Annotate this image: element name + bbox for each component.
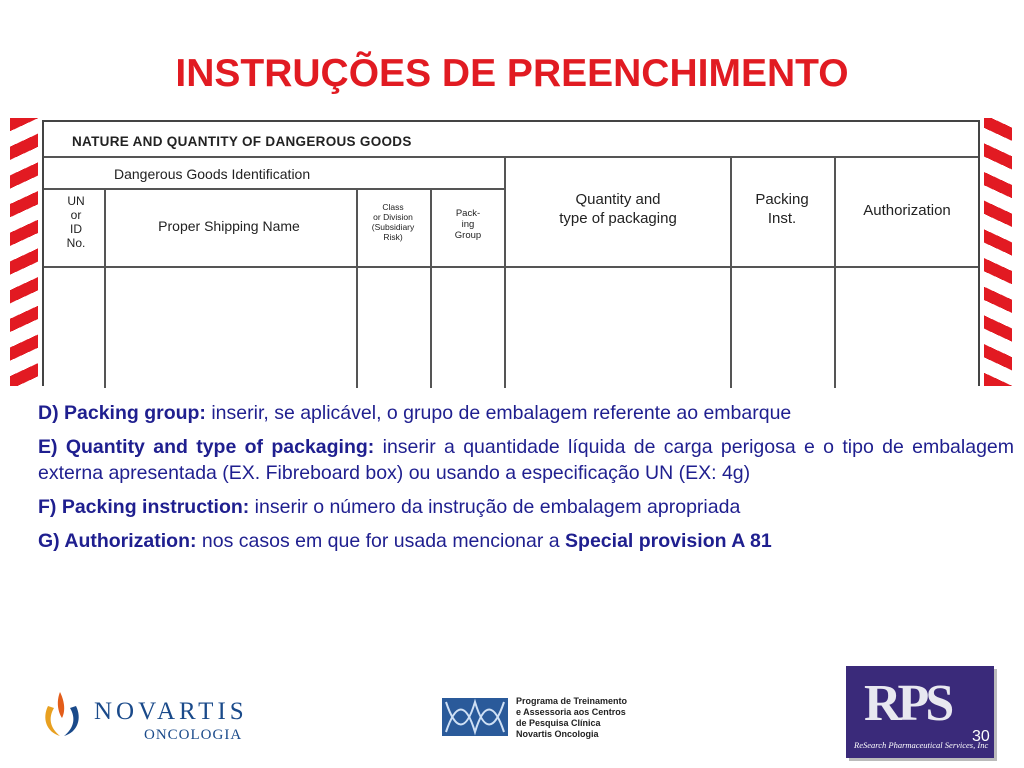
novartis-logo (40, 684, 280, 748)
column-authorization: Authorization (863, 202, 951, 219)
form-divider (44, 266, 978, 268)
program-text: Programa de Treinamento e Assessoria aos Centros de Pesquisa Clínica Novartis Oncologia (516, 696, 628, 739)
rps-subtitle: ReSearch Pharmaceutical Services, Inc (854, 740, 989, 750)
flame-icon (40, 688, 84, 740)
hazard-stripe-left (10, 118, 38, 386)
instructions (38, 400, 1014, 562)
form-divider (44, 188, 506, 190)
page-title: INSTRUÇÕES DE PREENCHIMENTO (175, 52, 849, 95)
column-class: Class or Division (Subsidiary Risk) (371, 202, 415, 242)
dangerous-goods-form (42, 120, 980, 386)
form-section-label: Dangerous Goods Identification (114, 166, 311, 182)
form-header: NATURE AND QUANTITY OF DANGEROUS GOODS (72, 134, 412, 149)
column-quantity: Quantity and type of packaging (559, 191, 677, 227)
novartis-subtitle: ONCOLOGIA (144, 727, 243, 743)
instruction-item: D) Packing group: inserir, se aplicável, o grupo de embalagem referente ao embarque (38, 402, 792, 424)
column-packing-group: Pack- ing Group (454, 208, 482, 241)
rps-wordmark: RPS (864, 675, 951, 732)
novartis-wordmark: NOVARTIS (94, 698, 248, 725)
form-divider (44, 156, 978, 158)
instruction-item: G) Authorization: nos casos em que for usada mencionar a Special provision A 81 (38, 530, 772, 552)
column-proper-shipping-name: Proper Shipping Name (158, 218, 300, 234)
instruction-item: E) Quantity and type of packaging: inserir a quantidade líquida de carga perigosa e o tipo de embalagem externa apresentada (EX. Fibreboard box) ou usando a especificação UN (EX: 4g) (38, 436, 1015, 484)
program-logo (442, 694, 642, 742)
page-number: 30 (972, 728, 990, 745)
instruction-item: F) Packing instruction: inserir o número da instrução de embalagem apropriada (38, 496, 741, 518)
column-packing-inst: Packing Inst. (755, 191, 809, 227)
hazard-stripe-right (984, 118, 1012, 386)
dna-icon (442, 698, 508, 736)
column-un-number: UN or ID No. (66, 194, 86, 250)
form-column-line (834, 156, 836, 388)
